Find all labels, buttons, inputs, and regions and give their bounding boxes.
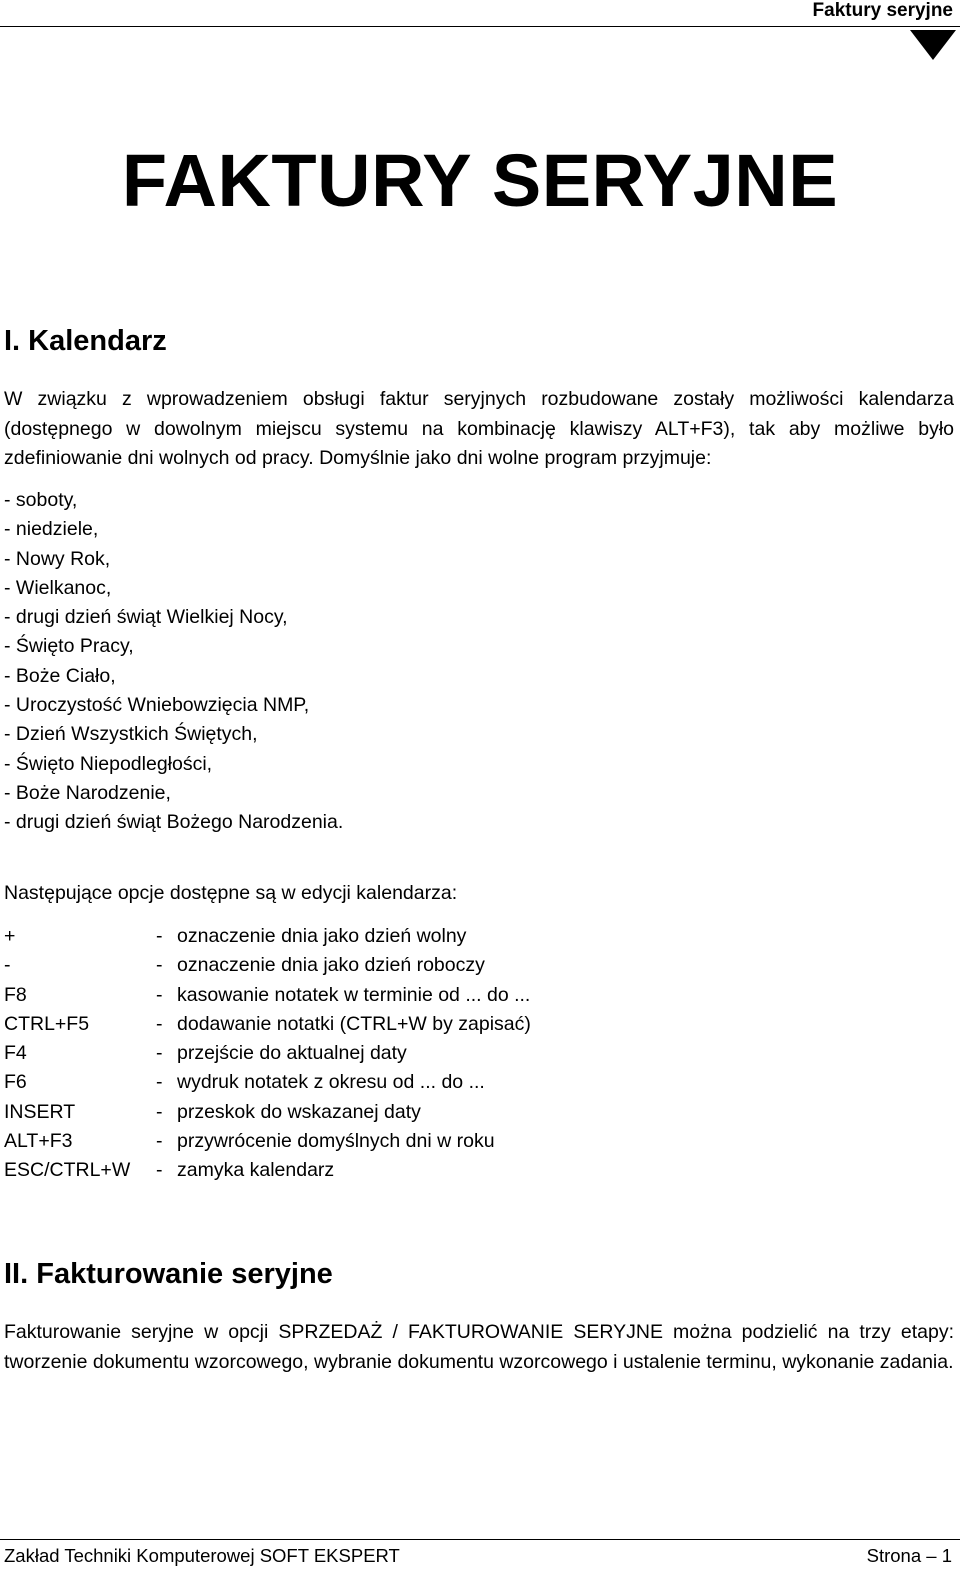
shortcut-row <box>4 922 531 951</box>
shortcut-dash: - <box>156 954 163 977</box>
holiday-list-item: - Nowy Rok, <box>4 547 111 570</box>
holiday-list-item: - Boże Ciało, <box>4 664 116 687</box>
shortcut-description: oznaczenie dnia jako dzień roboczy <box>177 954 485 977</box>
shortcut-dash: - <box>156 1042 163 1065</box>
shortcut-description: przeskok do wskazanej daty <box>177 1100 421 1123</box>
shortcut-dash: - <box>156 925 163 947</box>
shortcut-key: CTRL+F5 <box>4 1012 90 1035</box>
holiday-list-item: - Uroczystość Wniebowzięcia NMP, <box>4 694 310 717</box>
fakturowanie-paragraph: Fakturowanie seryjne w opcji SPRZEDAŻ / FAKTUROWANIE SERYJNE można podzielić na trzy etapy: tworzenie dokumentu wzorcowego, wybranie dokumentu wzorcowego i ustalenie terminu, wykonanie zadania. <box>4 1321 954 1373</box>
shortcut-row <box>4 981 531 1010</box>
shortcut-description: przejście do aktualnej daty <box>177 1042 407 1065</box>
holiday-list-item: - Święto Niepodległości, <box>4 752 213 775</box>
section-heading-kalendarz: I. Kalendarz <box>4 325 167 357</box>
shortcut-key: INSERT <box>4 1100 76 1123</box>
shortcut-key: F8 <box>4 983 27 1006</box>
shortcut-description: zamyka kalendarz <box>177 1159 335 1182</box>
holiday-list-item: - niedziele, <box>4 518 99 541</box>
shortcut-key: F6 <box>4 1071 27 1094</box>
shortcut-dash: - <box>156 1159 163 1182</box>
kalendarz-intro-paragraph: W związku z wprowadzeniem obsługi faktur seryjnych rozbudowane zostały możliwości kalendarza (dostępnego w dowolnym miejscu systemu na kombinację klawiszy ALT+F3), tak aby możliwe było zdefiniowanie dni wolnych od pracy. Domyślnie jako dni wolne program przyjmuje: <box>4 388 954 469</box>
shortcut-row <box>4 951 531 980</box>
shortcut-row <box>4 1098 531 1127</box>
shortcut-description: dodawanie notatki (CTRL+W by zapisać) <box>177 1012 531 1035</box>
running-title: Faktury seryjne <box>812 0 953 21</box>
shortcut-key: ESC/CTRL+W <box>4 1159 131 1182</box>
shortcut-dash: - <box>156 1071 163 1094</box>
shortcut-key: ALT+F3 <box>4 1130 73 1153</box>
shortcut-dash: - <box>156 1012 163 1035</box>
shortcut-description: oznaczenie dnia jako dzień wolny <box>177 925 467 947</box>
shortcut-description: kasowanie notatek w terminie od ... do ... <box>177 983 531 1006</box>
shortcut-row <box>4 1156 531 1185</box>
holiday-list-item: - Święto Pracy, <box>4 635 134 658</box>
holiday-list <box>4 486 343 838</box>
shortcut-row <box>4 1039 531 1068</box>
holiday-list-item: - drugi dzień świąt Wielkiej Nocy, <box>4 606 288 629</box>
holiday-list-item: - Dzień Wszystkich Świętych, <box>4 723 258 746</box>
holiday-list-item: - Boże Narodzenie, <box>4 781 171 804</box>
holiday-list-item: - drugi dzień świąt Bożego Narodzenia. <box>4 811 344 834</box>
holiday-list-item: - soboty, <box>4 489 78 511</box>
footer-company: Zakład Techniki Komputerowej SOFT EKSPERT <box>4 1545 400 1566</box>
document-title: FAKTURY SERYJNE <box>121 139 839 222</box>
shortcut-row <box>4 1010 531 1039</box>
shortcut-dash: - <box>156 1100 163 1123</box>
shortcut-key: + <box>4 925 16 947</box>
shortcut-dash: - <box>156 983 163 1006</box>
shortcut-list <box>4 922 531 1186</box>
shortcut-row <box>4 1127 531 1156</box>
section-heading-fakturowanie: II. Fakturowanie seryjne <box>4 1258 333 1290</box>
shortcut-row <box>4 1068 531 1097</box>
shortcut-key: - <box>4 954 11 977</box>
shortcut-dash: - <box>156 1130 163 1153</box>
page-header <box>0 0 960 27</box>
holiday-list-item: - Wielkanoc, <box>4 576 112 599</box>
page-footer <box>0 1539 960 1574</box>
triangle-down-icon <box>910 30 956 60</box>
footer-page-number: Strona – 1 <box>866 1545 952 1566</box>
shortcut-key: F4 <box>4 1042 27 1065</box>
options-intro-paragraph: Następujące opcje dostępne są w edycji kalendarza: <box>4 882 458 904</box>
shortcut-description: wydruk notatek z okresu od ... do ... <box>177 1071 485 1094</box>
shortcut-description: przywrócenie domyślnych dni w roku <box>177 1130 495 1153</box>
